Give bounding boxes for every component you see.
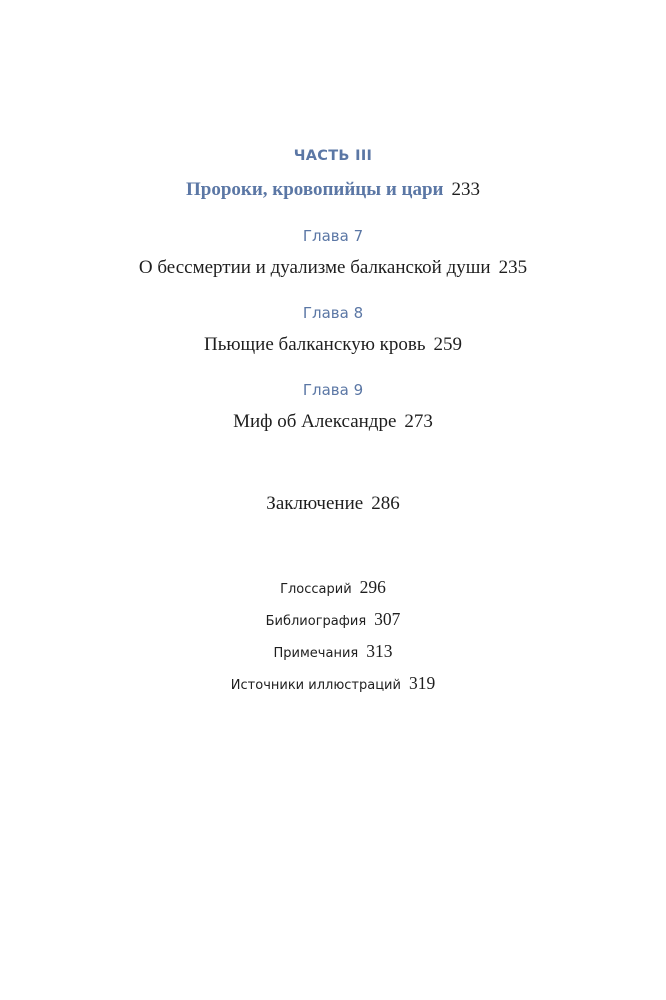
back-matter-page-number: 307 — [374, 609, 401, 629]
notes-entry — [0, 641, 666, 662]
chapter-page-number: 259 — [433, 334, 463, 355]
back-matter-page-number: 296 — [359, 577, 386, 597]
part-title-entry — [0, 179, 666, 201]
chapter-title: Пьющие балканскую кровь — [203, 334, 426, 355]
bibliography-entry — [0, 609, 666, 630]
conclusion-title: Заключение — [266, 493, 364, 514]
chapter-label-text: Глава 9 — [302, 381, 364, 399]
part-page-number: 233 — [451, 179, 480, 200]
chapter-8-label — [0, 304, 666, 322]
chapter-7-entry — [0, 257, 666, 279]
chapter-label-text: Глава 8 — [302, 304, 364, 322]
part-label-text: ЧАСТЬ III — [293, 148, 373, 164]
chapter-page-number: 235 — [498, 257, 528, 278]
illustration-sources-entry — [0, 673, 666, 694]
chapter-9-entry — [0, 411, 666, 433]
conclusion-page-number: 286 — [371, 493, 400, 514]
chapter-page-number: 273 — [404, 411, 433, 432]
back-matter-title: Библиография — [265, 614, 367, 629]
part-label — [0, 148, 666, 164]
back-matter-title: Примечания — [273, 646, 359, 661]
glossary-entry — [0, 577, 666, 598]
chapter-7-label — [0, 227, 666, 245]
chapter-title: О бессмертии и дуализме балканской души — [138, 257, 491, 278]
back-matter-title: Глоссарий — [280, 582, 352, 597]
chapter-8-entry — [0, 334, 666, 356]
chapter-label-text: Глава 7 — [302, 227, 364, 245]
back-matter-page-number: 313 — [366, 641, 393, 661]
back-matter-title: Источники иллюстраций — [230, 678, 401, 693]
part-title: Пророки, кровопийцы и цари — [185, 179, 444, 200]
conclusion-entry — [0, 493, 666, 515]
back-matter-page-number: 319 — [408, 673, 436, 693]
chapter-title: Миф об Александре — [233, 411, 397, 432]
chapter-9-label — [0, 381, 666, 399]
